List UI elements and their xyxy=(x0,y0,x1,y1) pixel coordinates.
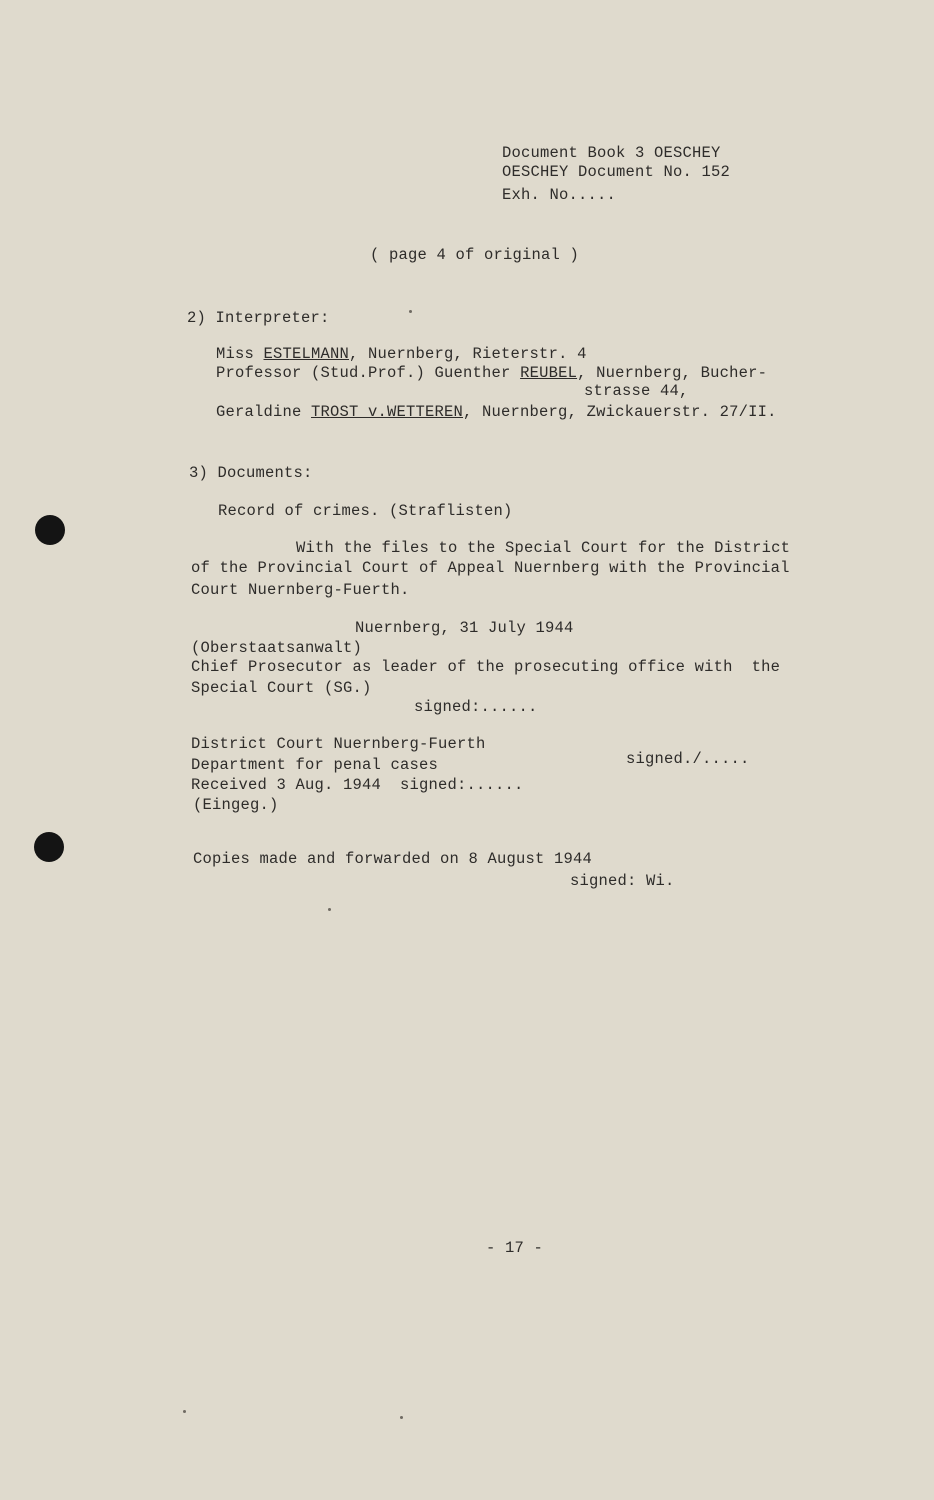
interpreter-text: Geraldine xyxy=(216,403,312,421)
chief-prosecutor-line-1: Chief Prosecutor as leader of the prosecuting office with the xyxy=(191,658,781,676)
paper-speck xyxy=(183,1410,186,1413)
documents-paragraph-3: Court Nuernberg-Fuerth. xyxy=(191,581,410,599)
interpreter-text: , Nuernberg, Bucher- xyxy=(577,364,768,382)
page-number: - 17 - xyxy=(486,1239,544,1257)
district-line-2: Department for penal cases xyxy=(191,756,439,774)
interpreter-name: ESTELMANN xyxy=(263,345,350,363)
place-date: Nuernberg, 31 July 1944 xyxy=(355,619,574,637)
interpreter-name: TROST v.WETTEREN xyxy=(311,403,464,421)
punch-hole xyxy=(35,515,65,545)
copies-signed: signed: Wi. xyxy=(570,872,675,890)
paper-speck xyxy=(409,310,412,313)
district-line-3: Received 3 Aug. 1944 signed:...... xyxy=(191,776,524,794)
interpreter-heading: 2) Interpreter: xyxy=(187,309,330,327)
documents-heading: 3) Documents: xyxy=(189,464,313,482)
header-document-no: OESCHEY Document No. 152 xyxy=(502,163,731,181)
interpreter-line-4 xyxy=(216,402,777,422)
header-exhibit-no: Exh. No..... xyxy=(502,186,617,204)
header-book: Document Book 3 OESCHEY xyxy=(502,144,721,162)
district-line-4: (Eingeg.) xyxy=(193,796,279,814)
interpreter-text: , Nuernberg, Zwickauerstr. 27/II. xyxy=(463,403,777,421)
signed-district: signed./..... xyxy=(626,750,750,768)
title-german: (Oberstaatsanwalt) xyxy=(191,639,363,657)
chief-prosecutor-line-2: Special Court (SG.) xyxy=(191,679,372,697)
punch-hole xyxy=(34,832,64,862)
district-line-1: District Court Nuernberg-Fuerth xyxy=(191,735,486,753)
interpreter-text: Miss xyxy=(216,345,264,363)
paper-speck xyxy=(400,1416,403,1419)
interpreter-name: REUBEL xyxy=(520,364,578,382)
interpreter-line-2 xyxy=(216,363,767,383)
documents-paragraph-1: With the files to the Special Court for the District xyxy=(296,539,791,557)
paper-speck xyxy=(328,908,331,911)
interpreter-line-1 xyxy=(216,344,587,364)
page-of-original: ( page 4 of original ) xyxy=(370,246,580,264)
interpreter-line-3: strasse 44, xyxy=(584,382,689,400)
copies-line: Copies made and forwarded on 8 August 1944 xyxy=(193,850,593,868)
signed-prosecutor: signed:...... xyxy=(414,698,538,716)
interpreter-text: , Nuernberg, Rieterstr. 4 xyxy=(349,345,587,363)
documents-paragraph-2: of the Provincial Court of Appeal Nuernberg with the Provincial xyxy=(191,559,790,577)
documents-record: Record of crimes. (Straflisten) xyxy=(218,502,513,520)
interpreter-text: Professor (Stud.Prof.) Guenther xyxy=(216,364,521,382)
